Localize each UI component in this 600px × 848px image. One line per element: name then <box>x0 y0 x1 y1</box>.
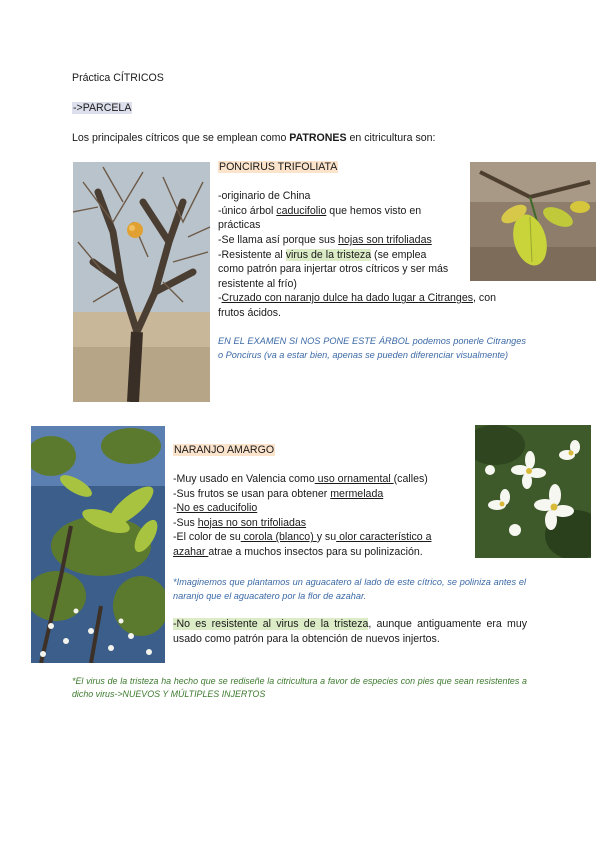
naranjo-pollination-note: *Imaginemos que plantamos un aguacatero al lado de este cítrico, se poliniza antes el naranjo que el aguacatero por la flor de azahar. <box>173 577 526 601</box>
tristeza-footnote: *El virus de la tristeza ha hecho que se rediseñe la citricultura a favor de especies con pies que sean resistentes a dicho virus->NUEVOS Y MÚLTIPLES INJERTOS <box>72 676 527 700</box>
poncirus-leaf-photo <box>470 162 596 281</box>
naranjo-block <box>173 472 468 560</box>
page-title: Práctica CÍTRICOS <box>72 72 164 84</box>
naranjo-line-marmalade: -Sus frutos se usan para obtener mermelada <box>173 487 384 500</box>
naranjo-line-azahar: azahar atrae a muchos insectos para su polinización. <box>173 545 423 558</box>
poncirus-tree-photo <box>73 162 210 402</box>
orange-blossom-photo <box>475 425 591 558</box>
poncirus-line-leaves: -Se llama así porque sus hojas son trifoliadas <box>218 233 432 246</box>
section-label: ->PARCELA <box>73 102 132 114</box>
naranjo-resistance-paragraph: -No es resistente al virus de la tristeza, aunque antiguamente era muy usado como patrón para la obtención de nuevos injertos. <box>173 618 528 645</box>
poncirus-title: PONCIRUS TRIFOLIATA <box>219 161 338 173</box>
intro-text: Los principales cítricos que se emplean como PATRONES en citricultura son: <box>72 132 436 144</box>
poncirus-line-origin: -originario de China <box>218 190 311 203</box>
naranjo-line-corolla: -El color de su corola (blanco) y su olor característico a <box>173 531 432 544</box>
naranjo-line-not-deciduous: -No es caducifolio <box>173 502 258 515</box>
poncirus-line-deciduous: -único árbol caducifolio que hemos visto en <box>218 204 422 217</box>
poncirus-line-citranges: -Cruzado con naranjo dulce ha dado lugar a Citranges, con <box>218 292 496 305</box>
poncirus-exam-note: EN EL EXAMEN SI NOS PONE ESTE ÁRBOL podemos ponerle Citranges o Poncirus (va a estar bien, apenas se pueden diferenciar visualmente) <box>218 336 526 360</box>
naranjo-tree-photo <box>31 426 165 663</box>
naranjo-line-leaves: -Sus hojas no son trifoliadas <box>173 516 307 529</box>
naranjo-title: NARANJO AMARGO <box>174 444 275 456</box>
poncirus-block: PONCIRUS TRIFOLIATA -originario de China -único árbol caducifolio que hemos visto en prácticas -Se llama así porque sus hojas son trifoliadas -Resistente al virus de la tristeza (se emplea como patrón para injertar otros cítricos y ser más resistente al frío) -Cruzado con naranjo dulce ha dado lugar a Citranges, con frutos ácidos. <box>218 160 528 321</box>
naranjo-line-ornamental: -Muy usado en Valencia como uso ornamental (calles) <box>173 473 428 485</box>
poncirus-line-resistant: -Resistente al virus de la tristeza (se emplea <box>218 248 427 261</box>
